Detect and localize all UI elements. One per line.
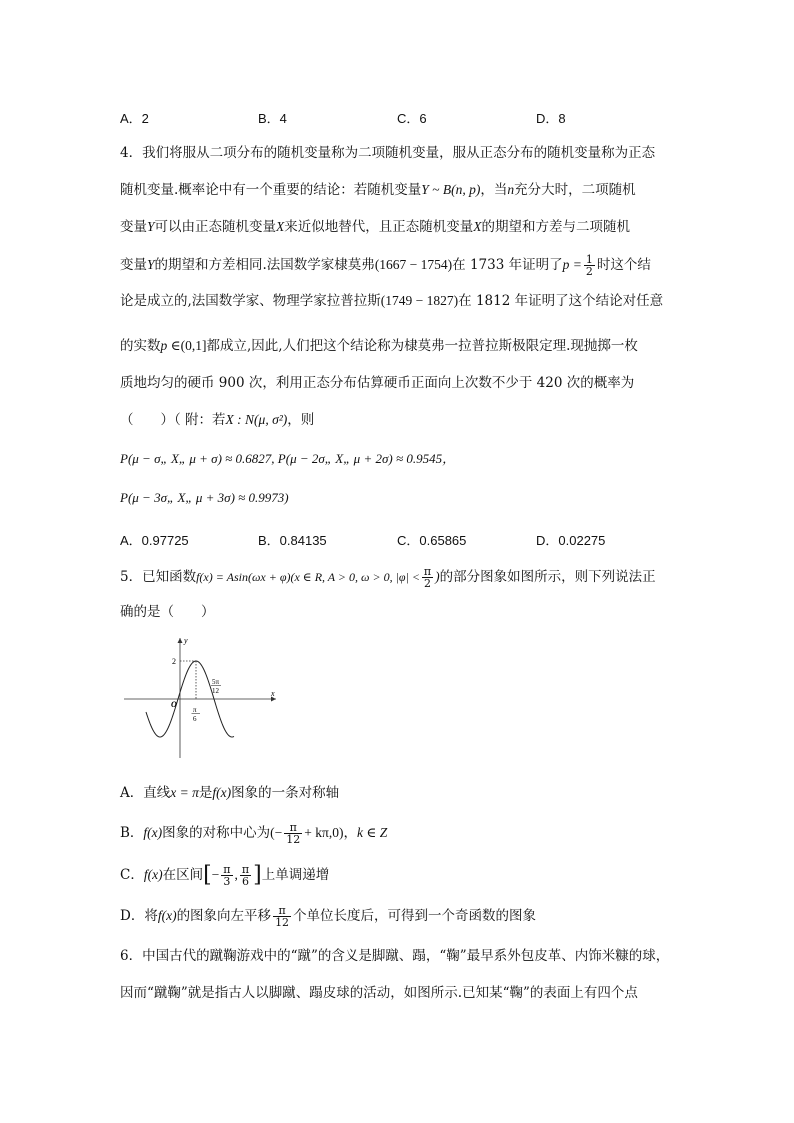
q4-line3: 变量Y可以由正态随机变量X来近似地替代，且正态随机变量X的期望和方差与二项随机 [120,219,631,235]
q3-choice-d[interactable]: D．8 [536,111,566,126]
q4-choice-c[interactable]: C．0.65865 [397,533,467,548]
sine-graph [120,632,280,760]
fraction-one-half: $\frac{1}{2}$ [585,253,593,278]
fraction-pi-over-12-shift: $\frac{\pi}{12}$ [275,904,290,929]
x-tick2-num: 5π [212,678,220,686]
fraction-pi-over-2: $\frac{\pi}{2}$ [423,565,432,590]
left-bracket: [ [203,862,212,888]
x-tick1-num: π [193,706,197,714]
q5-option-c[interactable]: C．f(x)在区间[− $\frac{\pi}{3}$ , $\frac{\pi}{6}$ ]上单调递增 [120,862,330,888]
q3-choice-c[interactable]: C．6 [397,111,427,126]
x-axis-label: x [271,689,275,698]
q4-line7: 质地均匀的硬币 900 次，利用正态分布估算硬币正面向上次数不少于 420 次的概率为 [120,375,635,391]
q4-choice-b[interactable]: B．0.84135 [258,533,327,548]
fraction-pi-over-6: $\frac{\pi}{6}$ [241,863,250,888]
right-bracket: ] [253,862,262,888]
q5-option-b[interactable]: B．f(x)图象的对称中心为(− $\frac{\pi}{12}$ + kπ,0)，k ∈ Z [120,821,388,846]
y-axis-label: y [184,636,188,645]
q4-choice-a[interactable]: A．0.97725 [120,533,189,548]
origin-label: O [171,700,177,709]
y-axis-arrow-icon [178,638,183,643]
x-tick2-den: 12 [212,687,219,695]
fraction-pi-over-12: $\frac{\pi}{12}$ [286,821,301,846]
q6-line2: 因而“蹴鞠”就是指古人以脚蹴、蹋皮球的活动，如图所示.已知某“鞠”的表面上有四个点 [120,985,638,1001]
q4-line4: 变量Y的期望和方差相同.法国数学家棣莫弗(1667 − 1754)在 1733 年证明了p = $\frac{1}{2}$ 时这个结 [120,253,651,278]
q4-line5: 论是成立的,法国数学家、物理学家拉普拉斯(1749 − 1827)在 1812 年证明了这个结论对任意 [120,293,664,309]
fraction-pi-over-3: $\frac{\pi}{3}$ [223,863,231,888]
q5-option-a[interactable]: A．直线x = π是f(x)图象的一条对称轴 [120,785,340,801]
y-tick-label: 2 [172,657,176,666]
q4-line2: 随机变量.概率论中有一个重要的结论：若随机变量Y ~ B(n, p)，当n充分大时，二项随机 [120,182,636,198]
q3-choice-a[interactable]: A．2 [120,111,149,126]
q4-line1: 4．我们将服从二项分布的随机变量称为二项随机变量，服从正态分布的随机变量称为正态 [120,145,656,161]
q4-choice-d[interactable]: D．0.02275 [536,533,606,548]
q4-line8: （ ）（ 附：若X : N(μ, σ²)，则 [120,412,315,428]
q5-line1: 5．已知函数f(x) = Asin(ωx + φ)(x ∈ R, A > 0, ω > 0, |φ| < $\frac{\pi}{2}$ )的部分图象如图所示，则下列说法正 [120,565,656,590]
q4-formula-2: P(μ − 3σ„ X„ μ + 3σ) ≈ 0.9973) [120,490,289,505]
x-tick1-den: 6 [193,715,197,723]
q6-line1: 6．中国古代的蹴鞠游戏中的“蹴”的含义是脚蹴、蹋，“鞠”最早系外包皮革、内饰米糠的球， [120,948,670,964]
q4-line6: 的实数p ∈(0,1]都成立,因此,人们把这个结论称为棣莫弗一拉普拉斯极限定理.现抛掷一枚 [120,338,638,354]
q3-choice-b[interactable]: B．4 [258,111,287,126]
q5-option-d[interactable]: D．将f(x)的图象向左平移 $\frac{\pi}{12}$ 个单位长度后，可得到一个奇函数的图象 [120,904,537,929]
q4-formula-1: P(μ − σ„ X„ μ + σ) ≈ 0.6827, P(μ − 2σ„ X„ μ + 2σ) ≈ 0.9545， [120,451,456,466]
q5-line2: 确的是（ ） [120,604,215,620]
